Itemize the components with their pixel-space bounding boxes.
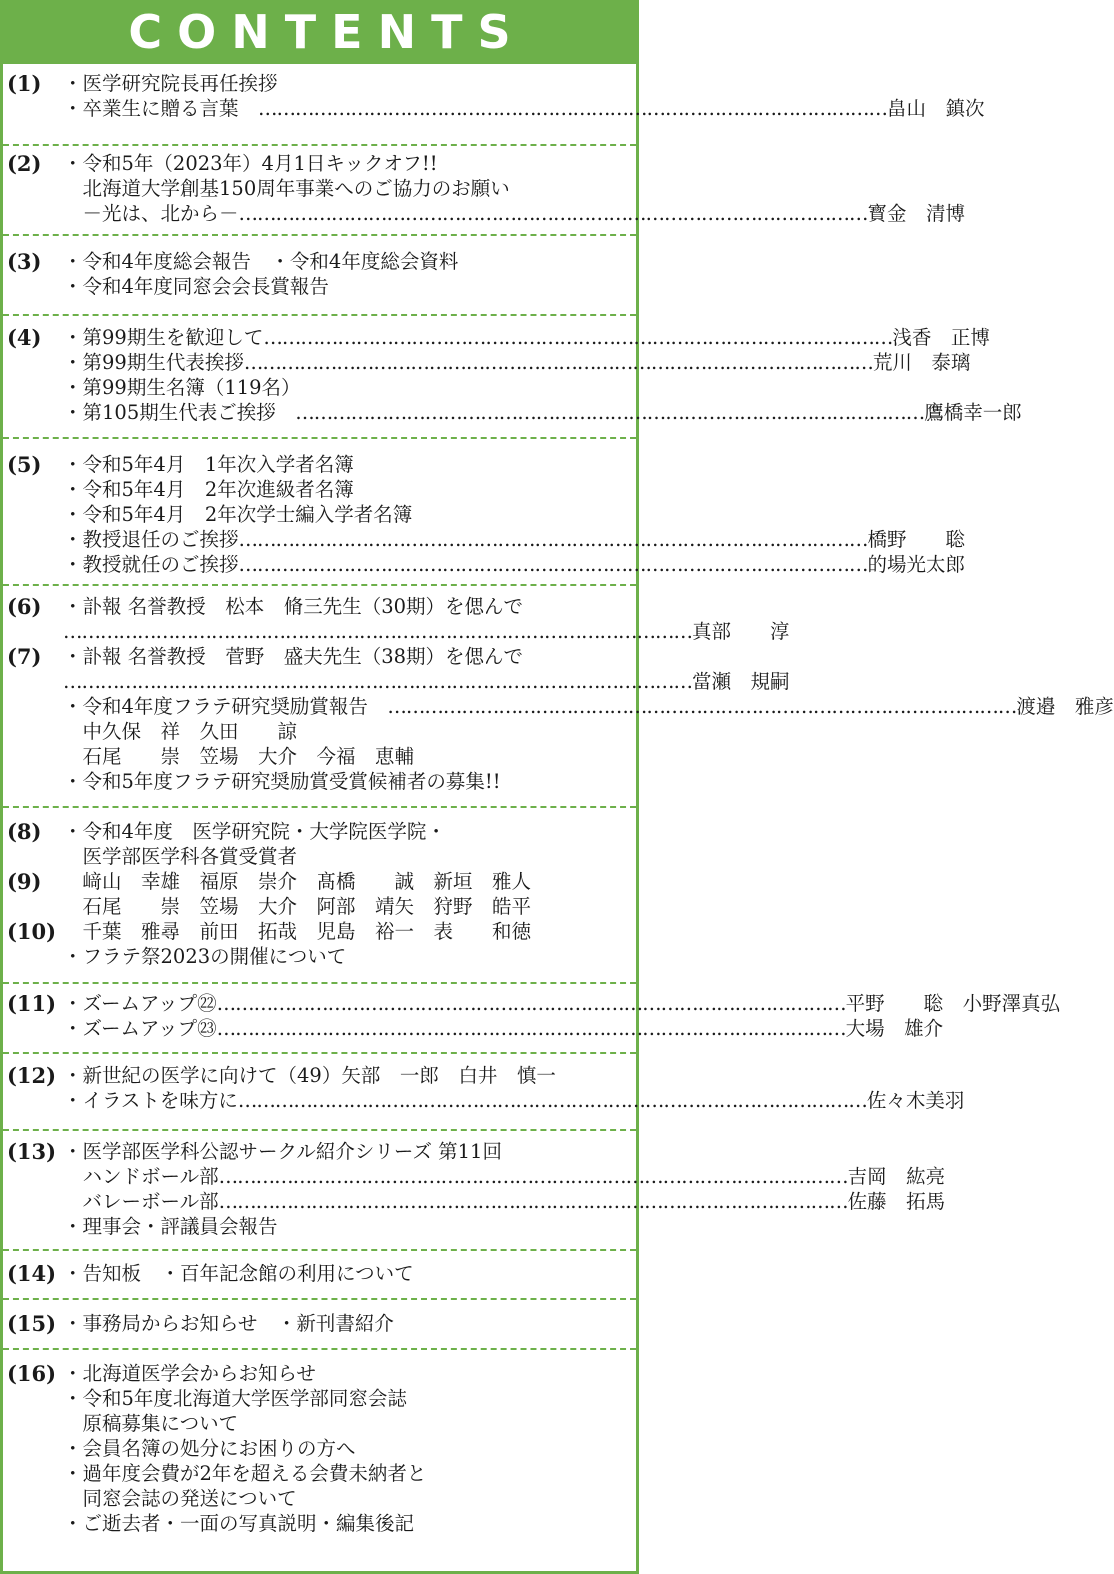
entry-author: 吉岡 紘亮 [847, 1165, 946, 1188]
toc-entry[interactable] [63, 250, 622, 274]
entry-title: 千葉 雅尋 前田 拓哉 児島 裕一 表 和徳 [63, 920, 532, 943]
toc-entry[interactable] [63, 670, 790, 694]
entry-author: 平野 聡 小野澤真弘 [845, 992, 1061, 1015]
toc-entry[interactable] [63, 1017, 944, 1041]
toc-entry[interactable] [63, 895, 622, 919]
toc-entry[interactable] [63, 1190, 946, 1214]
entry-title: ・医学部医学科公認サークル紹介シリーズ 第11回 [63, 1140, 502, 1163]
dot-leader: ………………………………………………………………………………………… [258, 97, 888, 120]
entry-title: 医学部医学科各賞受賞者 [63, 845, 298, 868]
page-number: (8) [7, 819, 42, 844]
entry-title: ・令和5年度フラテ研究奨励賞受賞候補者の募集!! [63, 770, 501, 793]
toc-list [3, 64, 1114, 1545]
entry-title: ・告知板 ・百年記念館の利用について [63, 1262, 414, 1285]
entry-title: ハンドボール部 [63, 1165, 219, 1188]
toc-entry[interactable] [63, 945, 622, 969]
toc-entry[interactable] [63, 1412, 622, 1436]
toc-entry[interactable] [63, 1462, 622, 1486]
toc-entry[interactable] [63, 695, 1114, 719]
toc-entry[interactable] [63, 1165, 946, 1189]
toc-entry[interactable] [63, 1089, 965, 1113]
toc-entry[interactable] [63, 376, 622, 400]
entry-author: 寳金 清博 [867, 202, 966, 225]
toc-entry[interactable] [63, 1140, 622, 1164]
entry-title: ・第99期生名簿（119名） [63, 376, 301, 399]
entry-title: ・ご逝去者・一面の写真説明・編集後記 [63, 1512, 415, 1535]
dot-leader: ………………………………………………………………………………………… [216, 1017, 846, 1040]
toc-entry[interactable] [63, 620, 790, 644]
entry-title: バレーボール部 [63, 1190, 219, 1213]
page-number: (1) [7, 71, 42, 96]
toc-entry[interactable] [63, 645, 622, 669]
entry-title: ・教授就任のご挨拶 [63, 553, 239, 576]
entry-title: ・令和5年4月 2年次進級者名簿 [63, 478, 354, 501]
toc-section [3, 1131, 946, 1251]
toc-section [3, 64, 985, 146]
entry-title: ・過年度会費が2年を超える会費未納者と [63, 1462, 427, 1485]
entry-title: ・理事会・評議員会報告 [63, 1215, 278, 1238]
entry-title: 同窓会誌の発送について [63, 1487, 297, 1510]
entry-title: 﨑山 幸雄 福原 崇介 髙橋 誠 新垣 雅人 [63, 870, 532, 893]
entry-title: ・卒業生に贈る言葉 [63, 97, 259, 120]
toc-entry[interactable] [63, 152, 622, 176]
page-number: (10) [7, 919, 57, 944]
toc-entry[interactable] [63, 72, 622, 96]
toc-entry[interactable] [63, 870, 622, 894]
entry-title: ・訃報 名誉教授 菅野 盛夫先生（38期）を偲んで [63, 645, 524, 668]
entry-title: ・北海道医学会からお知らせ [63, 1362, 316, 1385]
toc-section [3, 1350, 636, 1545]
toc-entry[interactable] [63, 326, 990, 350]
toc-entry[interactable] [63, 401, 1022, 425]
entry-title: ・令和4年度総会報告 ・令和4年度総会資料 [63, 250, 459, 273]
toc-section [3, 984, 1061, 1054]
toc-entry[interactable] [63, 745, 622, 769]
page-number: (15) [7, 1311, 57, 1336]
toc-section [3, 146, 966, 236]
dot-leader: ………………………………………………………………………………………… [218, 1190, 848, 1213]
entry-author: 渡邉 雅彦 [1016, 695, 1114, 718]
entry-title: ・令和4年度 医学研究院・大学院医学院・ [63, 820, 446, 843]
toc-entry[interactable] [63, 920, 622, 944]
entry-title: ・フラテ祭2023の開催について [63, 945, 347, 968]
entry-title: ・会員名簿の処分にお困りの方へ [63, 1437, 356, 1460]
dot-leader: ………………………………………………………………………………………… [237, 1089, 867, 1112]
dot-leader: ………………………………………………………………………………………… [216, 992, 846, 1015]
page-number: (12) [7, 1063, 57, 1088]
dot-leader: ………………………………………………………………………………………… [295, 401, 925, 424]
toc-section [3, 1251, 636, 1300]
toc-entry[interactable] [63, 770, 622, 794]
page-number: (2) [7, 151, 42, 176]
entry-title: ・令和4年度同窓会会長賞報告 [63, 275, 329, 298]
dot-leader: ………………………………………………………………………………………… [63, 620, 692, 643]
toc-section [3, 439, 966, 586]
page-number: (5) [7, 452, 42, 477]
entry-title: ・第99期生を歓迎して [63, 326, 264, 349]
entry-title: －光は、北から－ [63, 202, 239, 225]
toc-entry[interactable] [63, 177, 622, 201]
entry-author: 浅香 正博 [892, 326, 990, 349]
toc-entry[interactable] [63, 553, 966, 577]
toc-entry[interactable] [63, 275, 622, 299]
entry-title: ・医学研究院長再任挨拶 [63, 72, 278, 95]
entry-title: ・令和5年度北海道大学医学部同窓会誌 [63, 1387, 407, 1410]
entry-title: ・事務局からお知らせ ・新刊書紹介 [63, 1312, 394, 1335]
toc-entry[interactable] [63, 845, 622, 869]
toc-section [3, 1054, 965, 1131]
entry-title: ・第105期生代表ご挨拶 [63, 401, 296, 424]
entry-title: ・令和5年4月 2年次学士編入学者名簿 [63, 503, 413, 526]
dot-leader: ………………………………………………………………………………………… [218, 1165, 848, 1188]
dot-leader: ………………………………………………………………………………………… [387, 695, 1017, 718]
page-number: (14) [7, 1261, 57, 1286]
toc-entry[interactable] [63, 1362, 622, 1386]
page-number: (13) [7, 1139, 57, 1164]
entry-title: ・新世紀の医学に向けて（49）矢部 一郎 白井 慎一 [63, 1064, 556, 1087]
toc-entry[interactable] [63, 478, 622, 502]
toc-entry[interactable] [63, 1312, 622, 1336]
page-number: (11) [7, 991, 57, 1016]
toc-entry[interactable] [63, 820, 622, 844]
toc-entry[interactable] [63, 1262, 622, 1286]
entry-title: 北海道大学創基150周年事業へのご協力のお願い [63, 177, 510, 200]
toc-entry[interactable] [63, 1387, 622, 1411]
contents-header [3, 0, 636, 64]
entry-author: 畠山 鎮次 [887, 97, 985, 120]
page-number: (9) [7, 869, 42, 894]
dot-leader: ………………………………………………………………………………………… [263, 326, 893, 349]
page-number: (6) [7, 594, 42, 619]
toc-section [3, 316, 1022, 439]
page-number: (3) [7, 249, 42, 274]
entry-author: 佐藤 拓馬 [847, 1190, 946, 1213]
entry-title: ・第99期生代表挨拶 [63, 351, 244, 374]
toc-entry[interactable] [63, 351, 971, 375]
dot-leader: ………………………………………………………………………………………… [63, 670, 692, 693]
entry-title: 原稿募集について [63, 1412, 239, 1435]
dot-leader: ………………………………………………………………………………………… [243, 351, 873, 374]
toc-section [3, 236, 636, 316]
toc-entry[interactable] [63, 97, 985, 121]
entry-author: 荒川 泰璃 [872, 351, 971, 374]
toc-entry[interactable] [63, 1064, 622, 1088]
toc-entry[interactable] [63, 992, 1061, 1016]
toc-entry[interactable] [63, 528, 966, 552]
entry-title: ・令和5年（2023年）4月1日キックオフ!! [63, 152, 438, 175]
contents-title: CONTENTS [128, 5, 526, 59]
toc-entry[interactable] [63, 1215, 622, 1239]
entry-title: ・イラストを味方に [63, 1089, 238, 1112]
entry-title: 中久保 祥 久田 諒 [63, 720, 298, 743]
page-number: (16) [7, 1361, 57, 1386]
page-number: (4) [7, 325, 42, 350]
toc-entry[interactable] [63, 720, 622, 744]
entry-title: ・ズームアップ㉓ [63, 1017, 217, 1040]
entry-title: 石尾 崇 笠場 大介 今福 恵輔 [63, 745, 415, 768]
entry-title: ・訃報 名誉教授 松本 脩三先生（30期）を偲んで [63, 595, 524, 618]
entry-author: 的場光太郎 [867, 553, 966, 576]
toc-entry[interactable] [63, 1487, 622, 1511]
toc-section [3, 586, 1114, 808]
toc-section [3, 1300, 636, 1350]
toc-entry[interactable] [63, 202, 966, 226]
page-number: (7) [7, 644, 42, 669]
toc-entry[interactable] [63, 1512, 622, 1536]
entry-author: 大場 雄介 [845, 1017, 944, 1040]
toc-entry[interactable] [63, 453, 622, 477]
entry-title: 石尾 崇 笠場 大介 阿部 靖矢 狩野 皓平 [63, 895, 532, 918]
toc-section [3, 808, 636, 984]
entry-title: ・教授退任のご挨拶 [63, 528, 239, 551]
dot-leader: ………………………………………………………………………………………… [238, 202, 868, 225]
dot-leader: ………………………………………………………………………………………… [238, 553, 868, 576]
entry-author: 橋野 聡 [867, 528, 966, 551]
entry-author: 真部 淳 [692, 620, 790, 643]
toc-entry[interactable] [63, 595, 622, 619]
entry-title: ・ズームアップ㉒ [63, 992, 217, 1015]
dot-leader: ………………………………………………………………………………………… [238, 528, 868, 551]
toc-entry[interactable] [63, 503, 622, 527]
entry-author: 鷹橋幸一郎 [924, 401, 1022, 424]
entry-title: ・令和4年度フラテ研究奨励賞報告 [63, 695, 388, 718]
entry-author: 佐々木美羽 [866, 1089, 965, 1112]
entry-author: 當瀬 規嗣 [692, 670, 790, 693]
entry-title: ・令和5年4月 1年次入学者名簿 [63, 453, 354, 476]
toc-entry[interactable] [63, 1437, 622, 1461]
